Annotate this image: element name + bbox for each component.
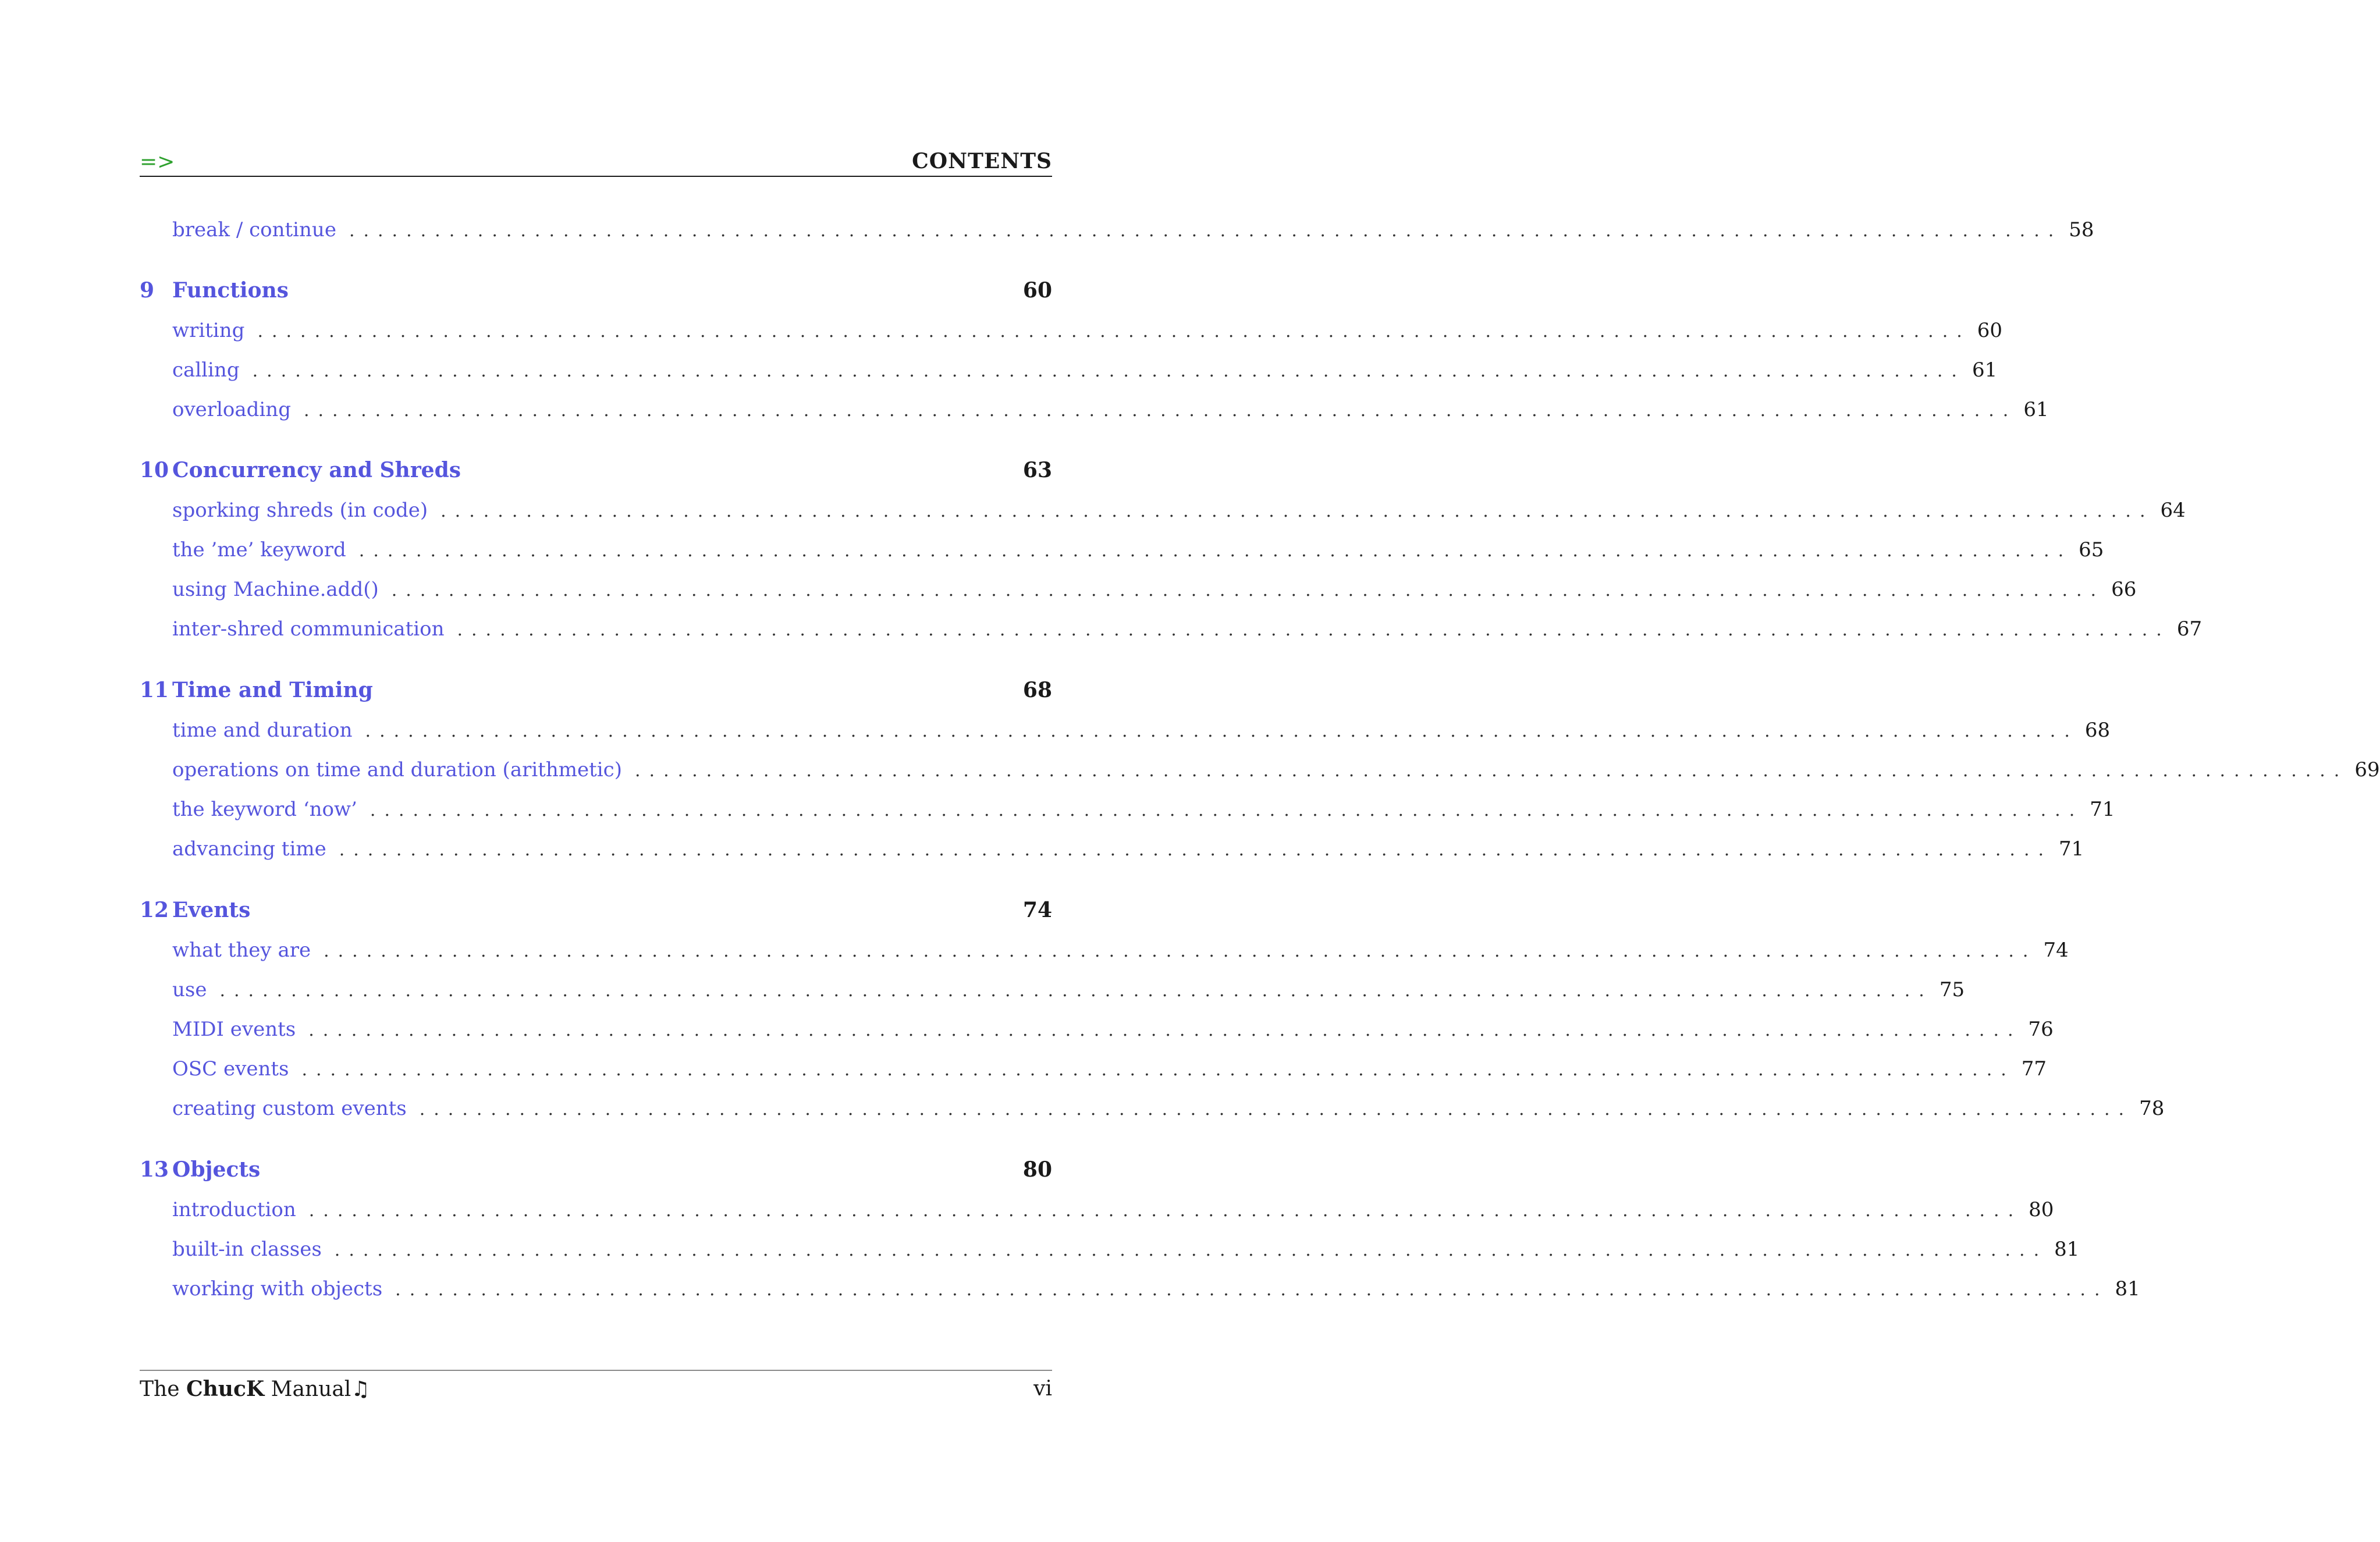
section-title-link[interactable]: break / continue: [172, 218, 336, 241]
toc-chapter-entry[interactable]: [140, 1157, 1052, 1186]
section-page-number: 64: [2160, 499, 2186, 522]
toc-section-entry[interactable]: [140, 798, 2115, 827]
toc-section-entry[interactable]: [140, 538, 2104, 567]
back-arrow-link[interactable]: =>: [140, 150, 175, 174]
dot-leader: . . . . . . . . . . . . . . . . . . . . . . . . . . . . . . . . . . . . . . . . . . . . . . . . . . . . . . . . . . . . . . . . . . . . . . . . . . . . . . . . . . . . . . . . . . . . . . . . . . . . . . . . . . . . . . . . . . . . . . . .: [252, 361, 1957, 381]
section-title-link[interactable]: inter-shred communication: [172, 617, 445, 641]
dot-leader: . . . . . . . . . . . . . . . . . . . . . . . . . . . . . . . . . . . . . . . . . . . . . . . . . . . . . . . . . . . . . . . . . . . . . . . . . . . . . . . . . . . . . . . . . . . . . . . . . . . . . . . . . . . . . . . . . . . . . . . .: [339, 840, 2044, 860]
section-page-number: 71: [2090, 798, 2115, 821]
dot-leader: . . . . . . . . . . . . . . . . . . . . . . . . . . . . . . . . . . . . . . . . . . . . . . . . . . . . . . . . . . . . . . . . . . . . . . . . . . . . . . . . . . . . . . . . . . . . . . . . . . . . . . . . . . . . . . . . . . . . . . . .: [441, 501, 2145, 521]
toc-section-entry[interactable]: [140, 1097, 2165, 1126]
dot-leader: . . . . . . . . . . . . . . . . . . . . . . . . . . . . . . . . . . . . . . . . . . . . . . . . . . . . . . . . . . . . . . . . . . . . . . . . . . . . . . . . . . . . . . . . . . . . . . . . . . . . . . . . . . . . . . . . . . . . . . . .: [301, 1060, 2006, 1080]
chapter-number[interactable]: 13: [140, 1157, 169, 1182]
chapter-title-link[interactable]: Events: [172, 898, 251, 922]
section-page-number: 77: [2021, 1057, 2047, 1081]
page-header: [140, 145, 1052, 177]
chapter-title-link[interactable]: Time and Timing: [172, 678, 373, 702]
toc-section-entry[interactable]: [140, 1018, 2054, 1047]
chapter-page-number: 80: [1022, 1157, 1052, 1182]
section-page-number: 81: [2115, 1277, 2140, 1301]
section-page-number: 80: [2029, 1198, 2054, 1221]
dot-leader: . . . . . . . . . . . . . . . . . . . . . . . . . . . . . . . . . . . . . . . . . . . . . . . . . . . . . . . . . . . . . . . . . . . . . . . . . . . . . . . . . . . . . . . . . . . . . . . . . . . . . . . . . . . . . . . . . . . . . . . .: [370, 800, 2075, 820]
section-title-link[interactable]: creating custom events: [172, 1097, 407, 1120]
section-page-number: 74: [2043, 939, 2069, 962]
section-title-link[interactable]: use: [172, 978, 207, 1001]
section-page-number: 67: [2176, 617, 2203, 641]
chapter-number[interactable]: 10: [140, 458, 169, 482]
dot-leader: . . . . . . . . . . . . . . . . . . . . . . . . . . . . . . . . . . . . . . . . . . . . . . . . . . . . . . . . . . . . . . . . . . . . . . . . . . . . . . . . . . . . . . . . . . . . . . . . . . . . . . . . . . . . . . . . . . . . . . . .: [334, 1240, 2040, 1260]
toc-section-entry[interactable]: [140, 758, 2380, 787]
section-page-number: 69: [2354, 758, 2380, 781]
toc-chapter-entry[interactable]: [140, 458, 1052, 487]
dot-leader: . . . . . . . . . . . . . . . . . . . . . . . . . . . . . . . . . . . . . . . . . . . . . . . . . . . . . . . . . . . . . . . . . . . . . . . . . . . . . . . . . . . . . . . . . . . . . . . . . . . . . . . . . . . . . . . . . . . . . . . .: [365, 721, 2070, 741]
section-page-number: 78: [2139, 1097, 2165, 1120]
chapter-title-link[interactable]: Objects: [172, 1157, 261, 1182]
toc-section-entry[interactable]: [140, 1277, 2140, 1306]
section-title-link[interactable]: OSC events: [172, 1057, 289, 1081]
dot-leader: . . . . . . . . . . . . . . . . . . . . . . . . . . . . . . . . . . . . . . . . . . . . . . . . . . . . . . . . . . . . . . . . . . . . . . . . . . . . . . . . . . . . . . . . . . . . . . . . . . . . . . . . . . . . . . . . . . . . . . . .: [419, 1099, 2125, 1120]
chapter-title-link[interactable]: Functions: [172, 278, 289, 303]
section-page-number: 58: [2069, 218, 2094, 241]
chapter-page-number: 68: [1022, 678, 1052, 702]
section-title-link[interactable]: calling: [172, 358, 240, 382]
toc-chapter-entry[interactable]: [140, 278, 1052, 307]
section-page-number: 61: [1972, 358, 1998, 382]
chapter-page-number: 74: [1022, 898, 1052, 922]
toc-section-entry[interactable]: [140, 319, 2003, 348]
toc-chapter-entry[interactable]: [140, 678, 1052, 707]
chapter-number[interactable]: 11: [140, 678, 169, 702]
toc-section-entry[interactable]: [140, 719, 2111, 748]
section-title-link[interactable]: MIDI events: [172, 1018, 296, 1041]
section-title-link[interactable]: working with objects: [172, 1277, 383, 1301]
dot-leader: . . . . . . . . . . . . . . . . . . . . . . . . . . . . . . . . . . . . . . . . . . . . . . . . . . . . . . . . . . . . . . . . . . . . . . . . . . . . . . . . . . . . . . . . . . . . . . . . . . . . . . . . . . . . . . . . . . . . . . . .: [219, 980, 1924, 1001]
toc-section-entry[interactable]: [140, 837, 2084, 866]
dot-leader: . . . . . . . . . . . . . . . . . . . . . . . . . . . . . . . . . . . . . . . . . . . . . . . . . . . . . . . . . . . . . . . . . . . . . . . . . . . . . . . . . . . . . . . . . . . . . . . . . . . . . . . . . . . . . . . . . . . . . . . .: [303, 400, 2009, 421]
section-title-link[interactable]: writing: [172, 319, 245, 342]
section-page-number: 68: [2084, 719, 2111, 742]
dot-leader: . . . . . . . . . . . . . . . . . . . . . . . . . . . . . . . . . . . . . . . . . . . . . . . . . . . . . . . . . . . . . . . . . . . . . . . . . . . . . . . . . . . . . . . . . . . . . . . . . . . . . . . . . . . . . . . . . . . . . . . .: [457, 620, 2162, 640]
toc-section-entry[interactable]: [140, 1057, 2047, 1086]
section-title-link[interactable]: overloading: [172, 398, 291, 421]
dot-leader: . . . . . . . . . . . . . . . . . . . . . . . . . . . . . . . . . . . . . . . . . . . . . . . . . . . . . . . . . . . . . . . . . . . . . . . . . . . . . . . . . . . . . . . . . . . . . . . . . . . . . . . . . . . . . . . . . . . . . . . .: [635, 761, 2340, 781]
toc-section-entry[interactable]: [140, 1238, 2080, 1267]
toc-section-entry[interactable]: [140, 939, 2069, 968]
section-title-link[interactable]: advancing time: [172, 837, 326, 861]
page-footer: [140, 1370, 1052, 1406]
footer-page-number: vi: [1033, 1377, 1052, 1401]
section-page-number: 66: [2111, 578, 2137, 601]
dot-leader: . . . . . . . . . . . . . . . . . . . . . . . . . . . . . . . . . . . . . . . . . . . . . . . . . . . . . . . . . . . . . . . . . . . . . . . . . . . . . . . . . . . . . . . . . . . . . . . . . . . . . . . . . . . . . . . . . . . . . . . .: [324, 941, 2029, 961]
footer-prefix: The: [140, 1377, 180, 1401]
header-title: CONTENTS: [912, 149, 1052, 173]
section-title-link[interactable]: introduction: [172, 1198, 296, 1221]
chapter-page-number: 60: [1022, 278, 1052, 303]
dot-leader: . . . . . . . . . . . . . . . . . . . . . . . . . . . . . . . . . . . . . . . . . . . . . . . . . . . . . . . . . . . . . . . . . . . . . . . . . . . . . . . . . . . . . . . . . . . . . . . . . . . . . . . . . . . . . . . . . . . . . . . .: [257, 321, 1962, 342]
dot-leader: . . . . . . . . . . . . . . . . . . . . . . . . . . . . . . . . . . . . . . . . . . . . . . . . . . . . . . . . . . . . . . . . . . . . . . . . . . . . . . . . . . . . . . . . . . . . . . . . . . . . . . . . . . . . . . . . . . . . . . . .: [358, 541, 2064, 561]
section-title-link[interactable]: the ’me’ keyword: [172, 538, 346, 562]
chapter-page-number: 63: [1022, 458, 1052, 482]
footer-title: [140, 1377, 370, 1401]
dot-leader: . . . . . . . . . . . . . . . . . . . . . . . . . . . . . . . . . . . . . . . . . . . . . . . . . . . . . . . . . . . . . . . . . . . . . . . . . . . . . . . . . . . . . . . . . . . . . . . . . . . . . . . . . . . . . . . . . . . . . . . .: [391, 580, 2097, 601]
section-title-link[interactable]: sporking shreds (in code): [172, 499, 428, 522]
footer-name: ChucK: [186, 1377, 265, 1401]
section-page-number: 81: [2054, 1238, 2080, 1261]
section-page-number: 71: [2059, 837, 2084, 861]
section-title-link[interactable]: what they are: [172, 939, 311, 962]
section-title-link[interactable]: time and duration: [172, 719, 353, 742]
dot-leader: . . . . . . . . . . . . . . . . . . . . . . . . . . . . . . . . . . . . . . . . . . . . . . . . . . . . . . . . . . . . . . . . . . . . . . . . . . . . . . . . . . . . . . . . . . . . . . . . . . . . . . . . . . . . . . . . . . . . . . . .: [395, 1280, 2100, 1300]
dot-leader: . . . . . . . . . . . . . . . . . . . . . . . . . . . . . . . . . . . . . . . . . . . . . . . . . . . . . . . . . . . . . . . . . . . . . . . . . . . . . . . . . . . . . . . . . . . . . . . . . . . . . . . . . . . . . . . . . . . . . . . .: [308, 1200, 2014, 1221]
section-title-link[interactable]: the keyword ‘now’: [172, 798, 357, 821]
chapter-number[interactable]: 12: [140, 898, 169, 922]
dot-leader: . . . . . . . . . . . . . . . . . . . . . . . . . . . . . . . . . . . . . . . . . . . . . . . . . . . . . . . . . . . . . . . . . . . . . . . . . . . . . . . . . . . . . . . . . . . . . . . . . . . . . . . . . . . . . . . . . . . . . . . .: [349, 221, 2054, 241]
toc-section-entry[interactable]: [140, 978, 1965, 1007]
section-title-link[interactable]: using Machine.add(): [172, 578, 379, 601]
toc-section-entry[interactable]: [140, 1198, 2054, 1227]
toc-section-entry[interactable]: [140, 578, 2137, 607]
section-page-number: 76: [2028, 1018, 2054, 1041]
toc-section-entry[interactable]: [140, 617, 2203, 646]
section-title-link[interactable]: operations on time and duration (arithmetic): [172, 758, 622, 781]
music-note-icon: ♫: [351, 1377, 370, 1401]
section-page-number: 61: [2023, 398, 2049, 421]
chapter-title-link[interactable]: Concurrency and Shreds: [172, 458, 461, 482]
section-title-link[interactable]: built-in classes: [172, 1238, 322, 1261]
toc-section-entry[interactable]: [140, 398, 2049, 427]
toc-section-entry[interactable]: [140, 358, 1998, 388]
section-page-number: 60: [1977, 319, 2003, 342]
chapter-number[interactable]: 9: [140, 278, 155, 303]
toc-section-entry[interactable]: [140, 499, 2186, 528]
dot-leader: . . . . . . . . . . . . . . . . . . . . . . . . . . . . . . . . . . . . . . . . . . . . . . . . . . . . . . . . . . . . . . . . . . . . . . . . . . . . . . . . . . . . . . . . . . . . . . . . . . . . . . . . . . . . . . . . . . . . . . . .: [308, 1020, 2013, 1040]
document-page: [140, 0, 2380, 1542]
toc-section-entry[interactable]: [140, 218, 2094, 247]
section-page-number: 75: [1939, 978, 1965, 1001]
toc-chapter-entry[interactable]: [140, 898, 1052, 927]
section-page-number: 65: [2079, 538, 2104, 562]
footer-suffix: Manual: [271, 1377, 351, 1401]
